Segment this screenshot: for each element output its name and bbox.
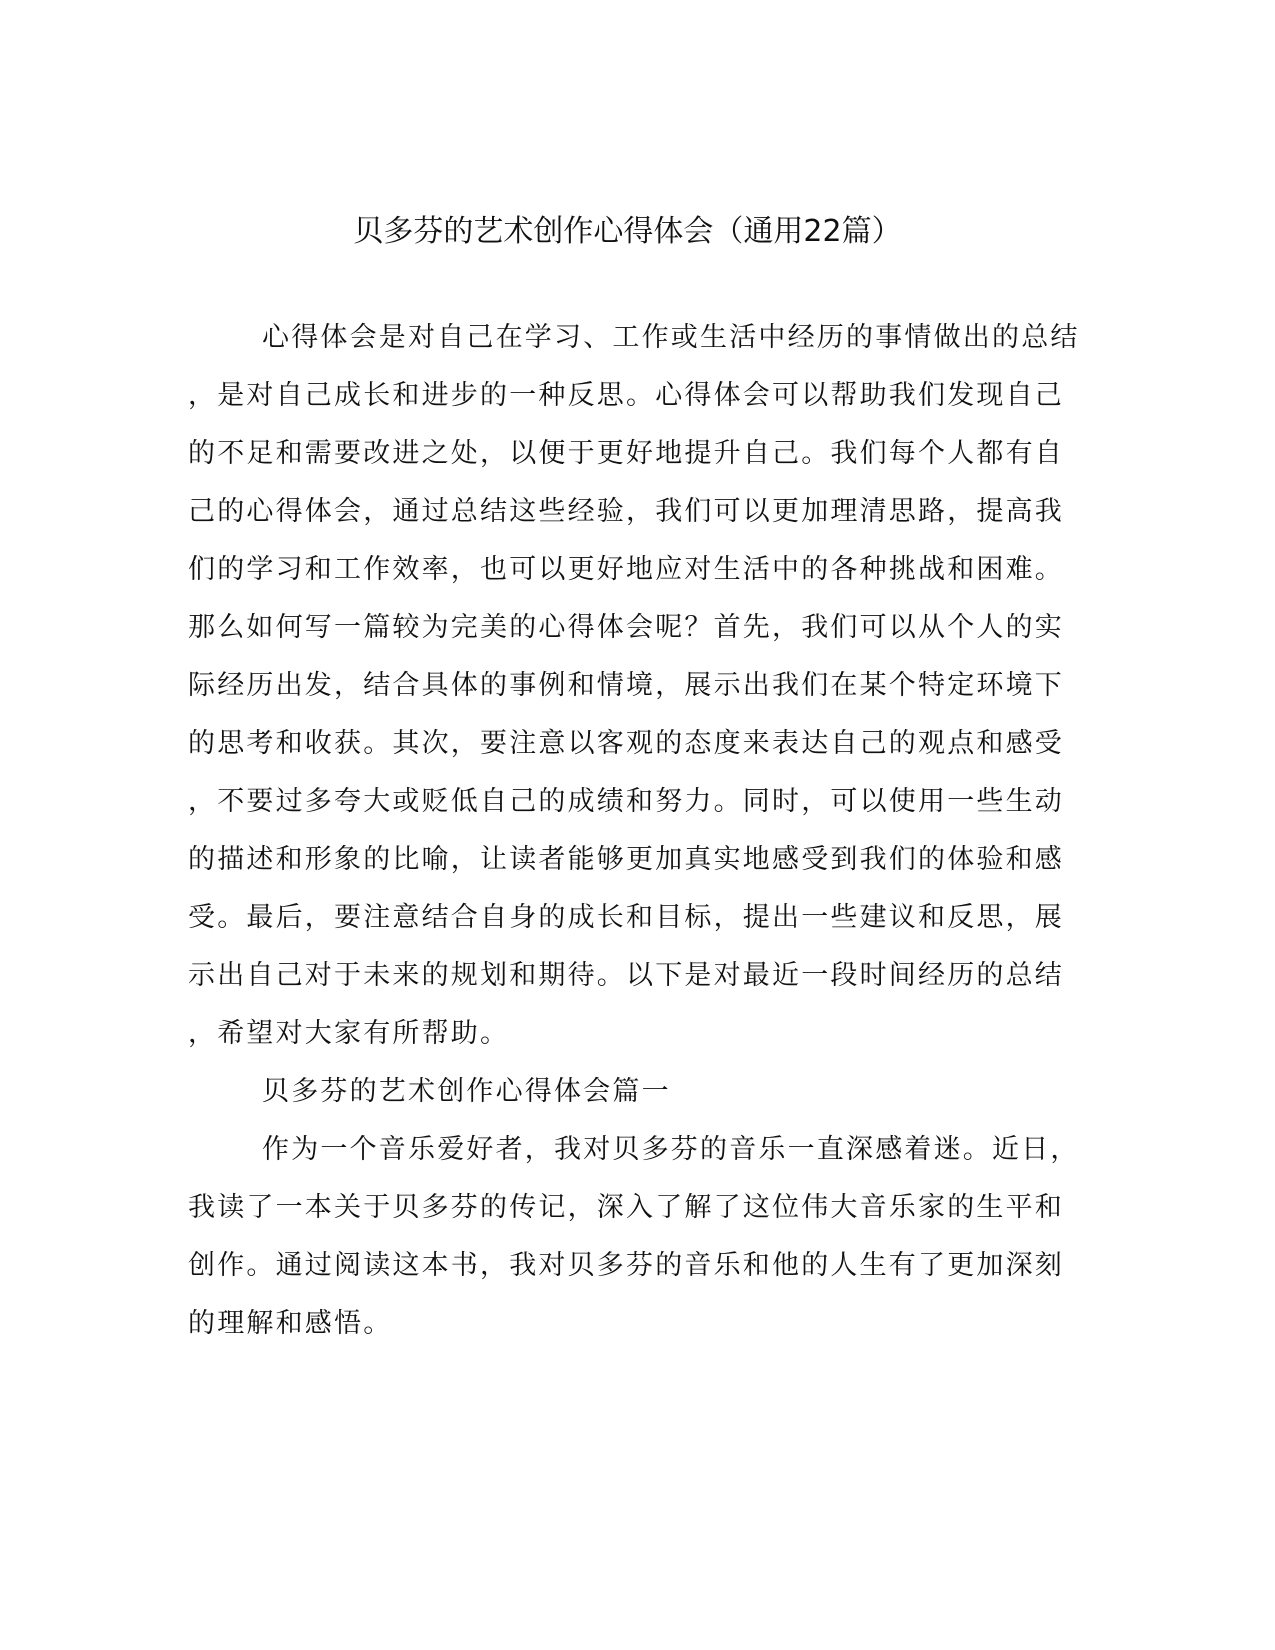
intro-line-4: 己的心得体会，通过总结这些经验，我们可以更加理清思路，提高我 xyxy=(188,496,1064,527)
section-line-4: 的理解和感悟。 xyxy=(188,1308,393,1339)
intro-line-3: 的不足和需要改进之处，以便于更好地提升自己。我们每个人都有自 xyxy=(188,438,1064,469)
section-line-3: 创作。通过阅读这本书，我对贝多芬的音乐和他的人生有了更加深刻 xyxy=(188,1250,1064,1281)
section-heading: 贝多芬的艺术创作心得体会篇一 xyxy=(262,1076,671,1107)
section-line-2: 我读了一本关于贝多芬的传记，深入了解了这位伟大音乐家的生平和 xyxy=(188,1192,1064,1223)
intro-line-13: ，希望对大家有所帮助。 xyxy=(188,1018,510,1049)
intro-line-9: ，不要过多夸大或贬低自己的成绩和努力。同时，可以使用一些生动 xyxy=(188,786,1064,817)
intro-line-2: ，是对自己成长和进步的一种反思。心得体会可以帮助我们发现自己 xyxy=(188,380,1064,411)
intro-line-5: 们的学习和工作效率，也可以更好地应对生活中的各种挑战和困难。 xyxy=(188,554,1064,585)
intro-line-10: 的描述和形象的比喻，让读者能够更加真实地感受到我们的体验和感 xyxy=(188,844,1064,875)
section-line-1: 作为一个音乐爱好者，我对贝多芬的音乐一直深感着迷。近日， xyxy=(262,1134,1080,1165)
intro-line-8: 的思考和收获。其次，要注意以客观的态度来表达自己的观点和感受 xyxy=(188,728,1064,759)
intro-line-7: 际经历出发，结合具体的事例和情境，展示出我们在某个特定环境下 xyxy=(188,670,1064,701)
intro-line-11: 受。最后，要注意结合自身的成长和目标，提出一些建议和反思，展 xyxy=(188,902,1064,933)
intro-line-12: 示出自己对于未来的规划和期待。以下是对最近一段时间经历的总结 xyxy=(188,960,1064,991)
intro-line-6: 那么如何写一篇较为完美的心得体会呢？首先，我们可以从个人的实 xyxy=(188,612,1064,643)
document-title: 贝多芬的艺术创作心得体会（通用22篇） xyxy=(353,214,902,249)
intro-line-1: 心得体会是对自己在学习、工作或生活中经历的事情做出的总结 xyxy=(262,322,1080,353)
